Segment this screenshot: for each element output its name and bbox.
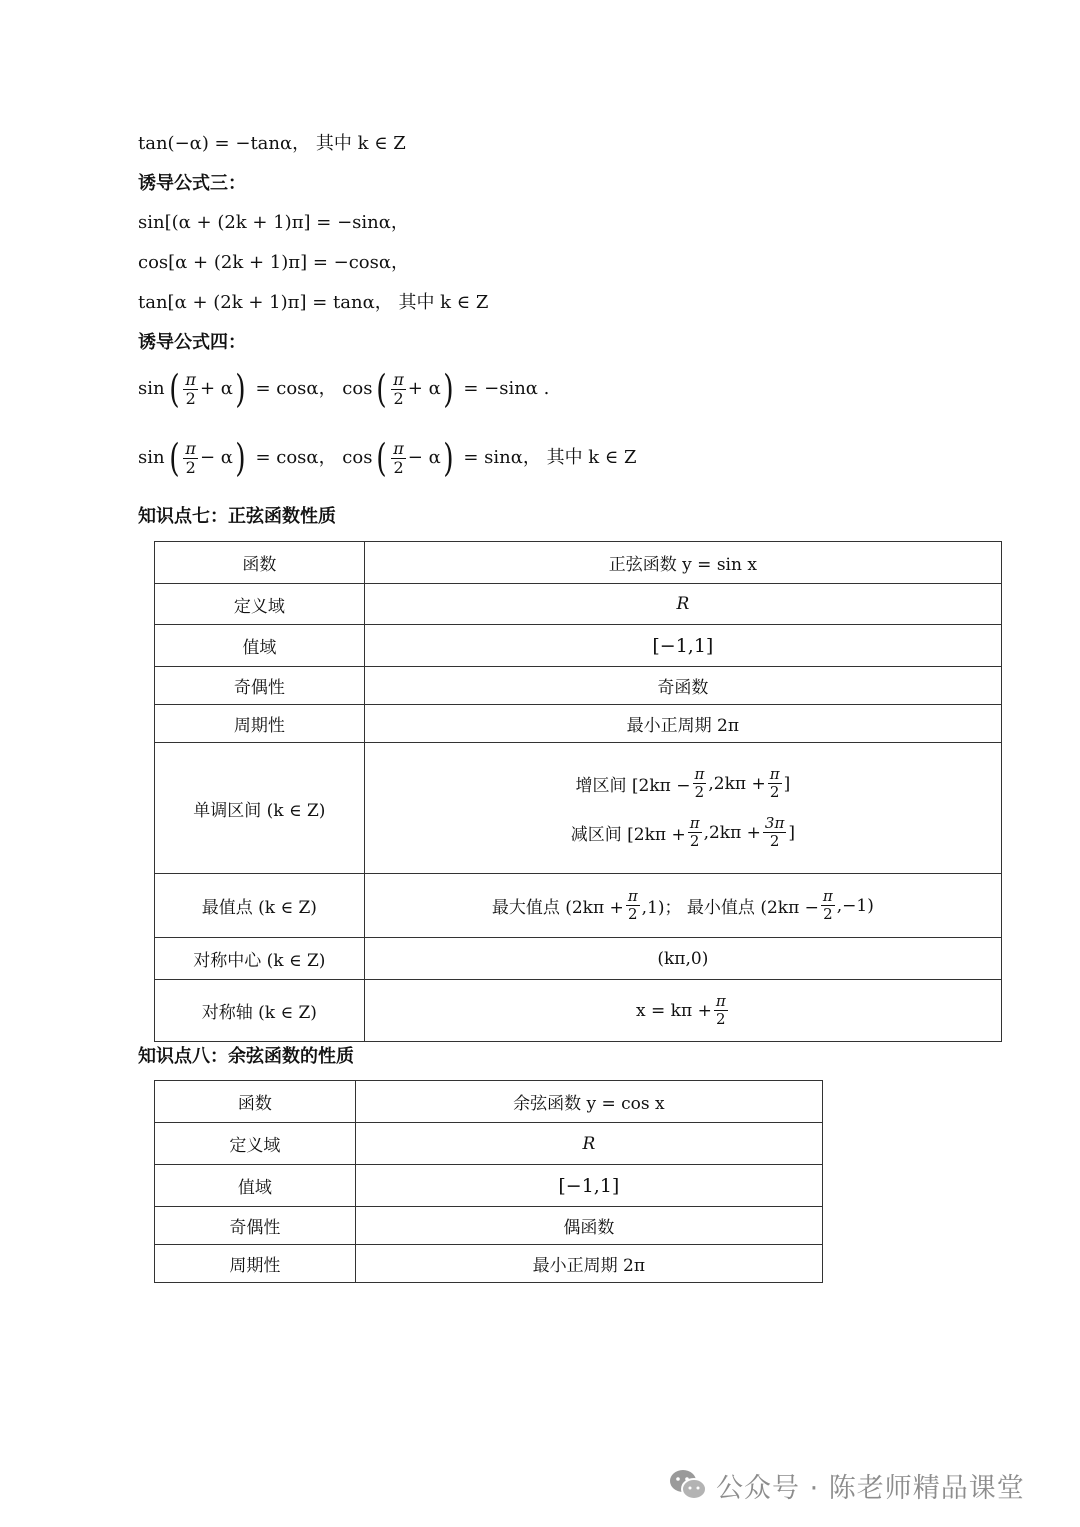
row-label: 单调区间 (k ∈ Z) <box>155 743 365 874</box>
row-value: 偶函数 <box>355 1207 822 1245</box>
row-label: 值域 <box>155 1165 356 1207</box>
row-value: R <box>355 1123 822 1165</box>
paren-group: ( $\frac{\pi}{2}$ + α ) <box>376 367 454 411</box>
sine-section-title: 知识点七：正弦函数性质 <box>138 506 336 527</box>
formula-text: = sinα， 其中 k ∈ Z <box>457 447 637 468</box>
watermark <box>668 1465 1025 1505</box>
row-value <box>364 874 1001 938</box>
row-value: 正弦函数 y = sin x <box>364 542 1001 584</box>
formula-sin-3: sin[(α + (2k + 1)π] = −sinα， <box>138 212 409 233</box>
fraction: $\frac{\pi}{2}$ <box>393 369 404 408</box>
wechat-icon <box>668 1468 708 1502</box>
table-row <box>155 1245 823 1283</box>
extreme-points: 最大值点 (2kπ + $\frac{\pi}{2}$ ,1)； 最小值点 (2kπ − $\frac{\pi}{2}$ ,−1) <box>491 887 874 923</box>
table-row <box>155 938 1002 980</box>
formula-tan-3: tan[α + (2k + 1)π] = tanα， 其中 k ∈ Z <box>138 292 489 313</box>
row-label: 周期性 <box>155 1245 356 1283</box>
fraction: $\frac{\pi}{2}$ <box>185 369 196 408</box>
fraction: $\frac{\pi}{2}$ <box>185 438 196 477</box>
formula-text: = cosα， cos <box>249 378 373 399</box>
table-row <box>155 667 1002 705</box>
table-row <box>155 1081 823 1123</box>
table-row <box>155 980 1002 1042</box>
table-row <box>155 743 1002 874</box>
table-row <box>155 1123 823 1165</box>
table-row <box>155 625 1002 667</box>
row-label: 函数 <box>155 1081 356 1123</box>
fraction: $\frac{\pi}{2}$ <box>694 765 705 801</box>
increasing-interval: 增区间 [2kπ − $\frac{\pi}{2}$ ,2kπ + $\frac{\pi}{2}$ ] <box>575 765 791 801</box>
formula-text: = cosα， cos <box>249 447 373 468</box>
row-label: 定义域 <box>155 1123 356 1165</box>
row-value: (kπ,0) <box>364 938 1001 980</box>
row-label: 奇偶性 <box>155 1207 356 1245</box>
fraction: $\frac{\pi}{2}$ <box>393 438 404 477</box>
cosine-section-title: 知识点八：余弦函数的性质 <box>138 1046 354 1067</box>
formula-text: = −sinα . <box>457 378 550 399</box>
decreasing-interval: 减区间 [2kπ + $\frac{\pi}{2}$ ,2kπ + $\frac{3\pi}{2}$ ] <box>570 814 795 850</box>
row-value: [−1,1] <box>364 625 1001 667</box>
formula-4b <box>138 436 637 480</box>
induction-formula-4-title: 诱导公式四： <box>138 332 246 353</box>
row-label: 对称中心 (k ∈ Z) <box>155 938 365 980</box>
paren-group: ( $\frac{\pi}{2}$ + α ) <box>168 367 246 411</box>
fraction: $\frac{3\pi}{2}$ <box>764 814 785 850</box>
row-label: 对称轴 (k ∈ Z) <box>155 980 365 1042</box>
induction-formula-3-title: 诱导公式三： <box>138 173 246 194</box>
cosine-properties-table <box>154 1080 823 1283</box>
paren-group: ( $\frac{\pi}{2}$ − α ) <box>376 436 454 480</box>
fraction: $\frac{\pi}{2}$ <box>689 814 700 850</box>
formula-tan-negative: tan(−α) = −tanα， 其中 k ∈ Z <box>138 133 406 154</box>
paren-group: ( $\frac{\pi}{2}$ − α ) <box>168 436 246 480</box>
formula-cos-3: cos[α + (2k + 1)π] = −cosα， <box>138 252 410 273</box>
formula-text: sin <box>138 378 165 399</box>
row-value <box>364 980 1001 1042</box>
fraction: $\frac{\pi}{2}$ <box>627 887 638 923</box>
row-label: 值域 <box>155 625 365 667</box>
symmetry-axis: x = kπ + $\frac{\pi}{2}$ <box>636 992 726 1028</box>
row-label: 周期性 <box>155 705 365 743</box>
row-value: [−1,1] <box>355 1165 822 1207</box>
sine-properties-table <box>154 541 1002 1042</box>
row-label: 最值点 (k ∈ Z) <box>155 874 365 938</box>
table-row <box>155 584 1002 625</box>
table-row <box>155 542 1002 584</box>
fraction: $\frac{\pi}{2}$ <box>769 765 780 801</box>
table-row <box>155 1165 823 1207</box>
row-value: R <box>364 584 1001 625</box>
formula-4a <box>138 367 550 411</box>
fraction: $\frac{\pi}{2}$ <box>715 992 726 1028</box>
fraction: $\frac{\pi}{2}$ <box>822 887 833 923</box>
row-value: 奇函数 <box>364 667 1001 705</box>
row-label: 函数 <box>155 542 365 584</box>
watermark-text: 公众号 · 陈老师精品课堂 <box>716 1472 1025 1504</box>
row-label: 奇偶性 <box>155 667 365 705</box>
row-label: 定义域 <box>155 584 365 625</box>
table-row <box>155 705 1002 743</box>
row-value: 余弦函数 y = cos x <box>355 1081 822 1123</box>
row-value: 最小正周期 2π <box>364 705 1001 743</box>
formula-text: sin <box>138 447 165 468</box>
table-row <box>155 874 1002 938</box>
table-row <box>155 1207 823 1245</box>
row-value <box>364 743 1001 874</box>
row-value: 最小正周期 2π <box>355 1245 822 1283</box>
